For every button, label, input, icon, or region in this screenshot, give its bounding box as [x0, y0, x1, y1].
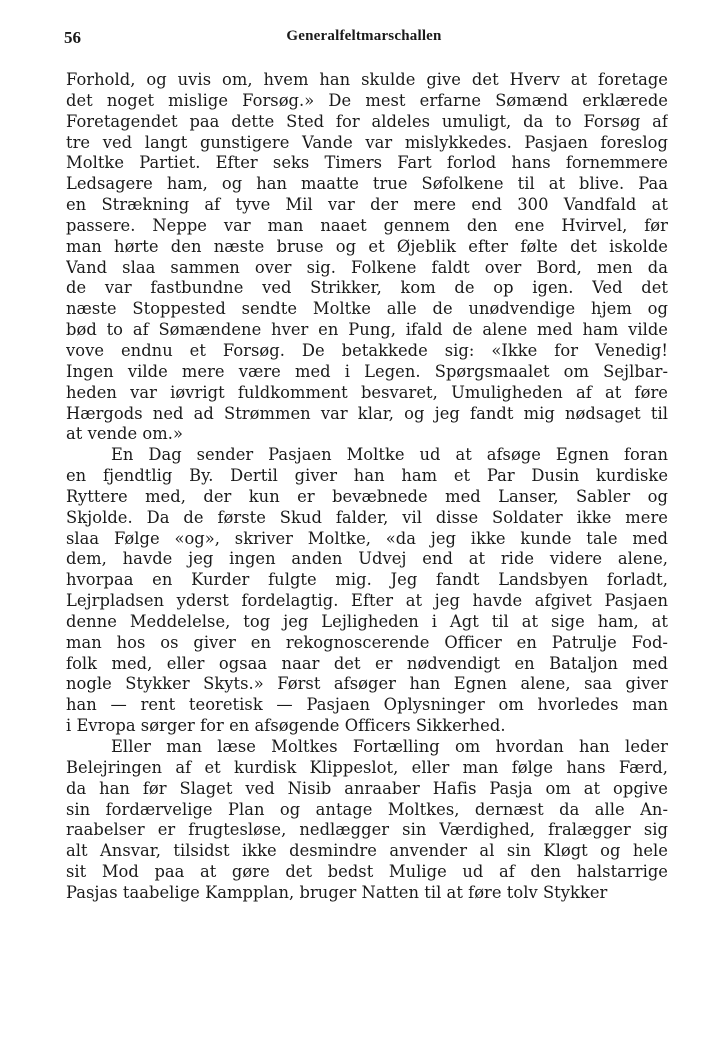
text-line: hvorpaa en Kurder fulgte mig. Jeg fandt Landsbyen forladt,	[66, 570, 668, 590]
text-line: de var fastbundne ved Strikker, kom de op igen. Ved det	[66, 278, 668, 298]
text-line: denne Meddelelse, tog jeg Lejligheden i Agt til at sige ham, at	[66, 611, 668, 631]
text-line: det noget mislige Forsøg.» De mest erfarne Sømænd erklærede	[66, 90, 668, 110]
text-line: Forhold, og uvis om, hvem han skulde give det Hverv at foretage	[66, 70, 668, 89]
text-line: Belejringen af et kurdisk Klippeslot, eller man følge hans Færd,	[66, 757, 668, 777]
text-line: slaa Følge «og», skriver Moltke, «da jeg ikke kunde tale med	[66, 528, 668, 548]
text-line: Foretagendet paa dette Sted for aldeles umuligt, da to Forsøg af	[66, 111, 668, 131]
text-line: En Dag sender Pasjaen Moltke ud at afsøge Egnen foran	[111, 445, 668, 465]
text-line: Ingen vilde mere være med i Legen. Spørgsmaalet om Sejlbar-	[66, 361, 668, 381]
text-line: han — rent teoretisk — Pasjaen Oplysninger om hvorledes man	[66, 695, 668, 715]
text-line: dem, havde jeg ingen anden Udvej end at ride videre alene,	[66, 549, 668, 569]
text-line: Lejrpladsen yderst fordelagtig. Efter at jeg havde afgivet Pasjaen	[66, 591, 668, 611]
text-line: en fjendtlig By. Dertil giver han ham et Par Dusin kurdiske	[66, 466, 668, 486]
text-line: Ledsagere ham, og han maatte true Søfolkene til at blive. Paa	[66, 174, 668, 194]
text-line: folk med, eller ogsaa naar det er nødvendigt en Bataljon med	[66, 653, 668, 673]
text-line: alt Ansvar, tilsidst ikke desmindre anvender al sin Kløgt og hele	[66, 841, 668, 861]
page-number: 56	[64, 28, 81, 47]
paragraph	[66, 445, 668, 737]
paragraph	[66, 70, 668, 445]
text-line: Ryttere med, der kun er bevæbnede med Lanser, Sabler og	[66, 486, 668, 506]
running-title: Generalfeltmarschallen	[286, 28, 442, 44]
text-line: sin fordærvelige Plan og antage Moltkes, dernæst da alle An-	[66, 799, 668, 819]
text-line: da han før Slaget ved Nisib anraaber Hafis Pasja om at opgive	[66, 778, 668, 798]
paragraph	[66, 737, 668, 904]
text-line: Eller man læse Moltkes Fortælling om hvordan han leder	[111, 737, 668, 756]
text-line: Vand slaa sammen over sig. Folkene faldt over Bord, men da	[66, 257, 668, 277]
text-line: at vende om.»	[66, 424, 184, 444]
text-line: næste Stoppested sendte Moltke alle de unødvendige hjem og	[66, 299, 668, 319]
text-line: sit Mod paa at gøre det bedst Mulige ud af den halstarrige	[66, 862, 668, 882]
text-line: bød to af Sømændene hver en Pung, ifald de alene med ham vilde	[66, 320, 668, 340]
text-line: heden var iøvrigt fuldkomment besvaret, Umuligheden af at føre	[66, 382, 668, 402]
text-line: passere. Neppe var man naaet gennem den ene Hvirvel, før	[66, 215, 668, 235]
text-line: en Strækning af tyve Mil var der mere end 300 Vandfald at	[66, 195, 668, 215]
page-header	[64, 28, 664, 54]
text-line: vove endnu et Forsøg. De betakkede sig: «Ikke for Venedig!	[66, 340, 668, 360]
text-line: i Evropa sørger for en afsøgende Officers Sikkerhed.	[66, 716, 506, 736]
text-line: Hærgods ned ad Strømmen var klar, og jeg fandt mig nødsaget til	[66, 403, 668, 423]
text-line: Skjolde. Da de første Skud falder, vil disse Soldater ikke mere	[66, 507, 668, 527]
text-line: man hos os giver en rekognoscerende Officer en Patrulje Fod-	[66, 632, 668, 652]
text-line: raabelser er frugtesløse, nedlægger sin Værdighed, fralægger sig	[66, 820, 668, 840]
text-line: Pasjas taabelige Kampplan, bruger Natten til at føre tolv Stykker	[66, 882, 608, 902]
body-text	[66, 70, 668, 904]
text-line: Moltke Partiet. Efter seks Timers Fart forlod hans fornemmere	[66, 153, 668, 173]
text-line: man hørte den næste bruse og et Øjeblik efter følte det iskolde	[66, 236, 668, 256]
text-line: tre ved langt gunstigere Vande var mislykkedes. Pasjaen foreslog	[66, 132, 668, 152]
text-line: nogle Stykker Skyts.» Først afsøger han Egnen alene, saa giver	[66, 674, 668, 694]
